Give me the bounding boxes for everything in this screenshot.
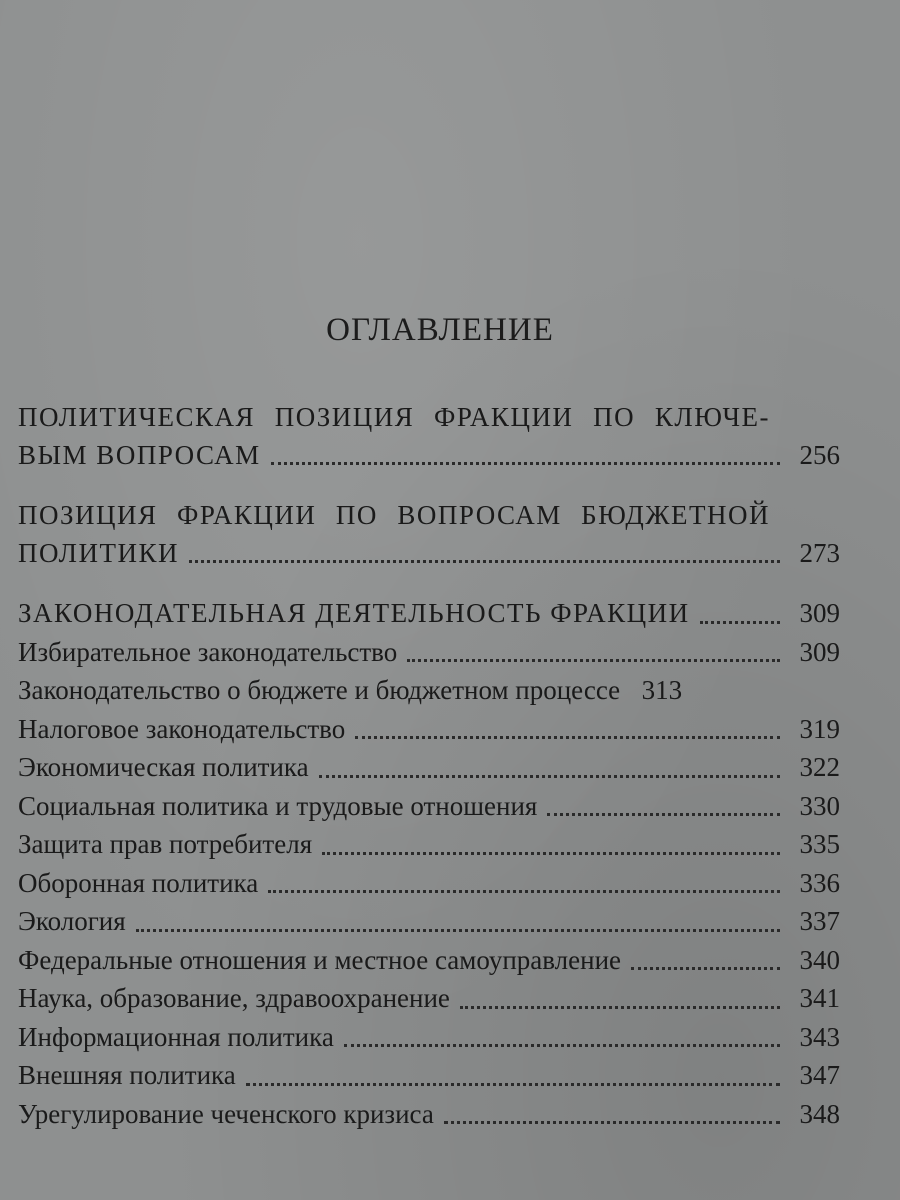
toc-title: ОГЛАВЛЕНИЕ	[326, 312, 554, 348]
toc-page-number: 348	[799, 1098, 840, 1129]
toc-entry	[18, 534, 840, 572]
toc-entry	[18, 710, 840, 749]
toc-page-number: 347	[799, 1060, 840, 1090]
toc-section	[18, 398, 840, 474]
toc-entry-label: Наука, образование, здравоохранение	[18, 983, 450, 1013]
leader-dots	[547, 813, 780, 816]
toc-entry-label: Законодательство о бюджете и бюджетном процессе	[18, 675, 621, 705]
toc-subsection-list	[18, 594, 840, 1133]
toc-page-number: 340	[799, 944, 840, 975]
toc-entry-label: Налоговое законодательство	[18, 713, 346, 744]
toc-entry	[18, 941, 840, 980]
toc-page-number: 335	[799, 829, 840, 859]
toc-entry-label: Информационная политика	[18, 1021, 334, 1052]
toc-entry-label: Внешняя политика	[18, 1060, 236, 1090]
toc-entry	[18, 633, 840, 672]
leader-dots	[189, 560, 780, 563]
toc-entry	[18, 748, 840, 787]
toc-entry	[18, 671, 840, 710]
toc-entry-label: ВЫМ ВОПРОСАМ	[18, 440, 261, 470]
toc-entry	[18, 436, 840, 474]
leader-dots	[631, 967, 780, 970]
toc-page-number: 322	[799, 752, 840, 782]
toc-entry	[18, 825, 840, 864]
toc-page-number: 337	[799, 906, 840, 936]
toc-entry-label: Избирательное законодательство	[18, 636, 398, 667]
leader-dots	[700, 621, 780, 624]
toc-entry	[18, 864, 840, 903]
toc-entry-label: Защита прав потребителя	[18, 829, 313, 859]
toc-page-number: 341	[799, 983, 840, 1013]
leader-dots	[246, 1083, 780, 1086]
toc-entry-label: ПОЛИТИКИ	[18, 538, 179, 568]
toc-page-number: 319	[799, 713, 840, 744]
leader-dots	[136, 929, 780, 932]
leader-dots	[407, 659, 780, 662]
toc-page-number: 336	[799, 867, 840, 898]
toc-page-number: 309	[799, 636, 840, 667]
toc-entry	[18, 1095, 840, 1134]
toc-entry-label: Экономическая политика	[18, 752, 309, 782]
toc-entry	[18, 594, 840, 633]
leader-dots	[319, 775, 780, 778]
table-of-contents	[18, 398, 840, 1133]
toc-page-number: 273	[799, 538, 840, 568]
toc-entry	[18, 902, 840, 941]
toc-section-heading-line: ПОЗИЦИЯ ФРАКЦИИ ПО ВОПРОСАМ БЮДЖЕТНОЙ	[18, 500, 770, 530]
toc-entry-label: ЗАКОНОДАТЕЛЬНАЯ ДЕЯТЕЛЬНОСТЬ ФРАКЦИИ	[18, 598, 690, 628]
leader-dots	[268, 890, 780, 893]
toc-entry-label: Урегулирование чеченского кризиса	[18, 1098, 434, 1129]
toc-page-number: 309	[799, 598, 840, 628]
toc-page-number: 256	[799, 440, 840, 470]
toc-entry	[18, 1056, 840, 1095]
leader-dots	[460, 1006, 780, 1009]
toc-entry-label: Оборонная политика	[18, 867, 259, 898]
leader-dots	[344, 1044, 780, 1047]
leader-dots	[355, 736, 780, 739]
leader-dots	[271, 462, 780, 465]
toc-entry	[18, 787, 840, 826]
toc-page-number: 313	[641, 675, 683, 705]
leader-dots	[322, 852, 780, 855]
toc-entry	[18, 1018, 840, 1057]
toc-page-number: 330	[799, 790, 840, 821]
toc-section	[18, 496, 840, 572]
leader-dots	[444, 1121, 780, 1124]
toc-entry-label: Федеральные отношения и местное самоуправление	[18, 944, 622, 975]
toc-entry-label: Социальная политика и трудовые отношения	[18, 790, 538, 821]
toc-entry	[18, 979, 840, 1018]
toc-section-heading-line: ПОЛИТИЧЕСКАЯ ПОЗИЦИЯ ФРАКЦИИ ПО КЛЮЧЕ-	[18, 402, 770, 432]
toc-entry-label: Экология	[18, 906, 126, 936]
toc-page-number: 343	[799, 1021, 840, 1052]
